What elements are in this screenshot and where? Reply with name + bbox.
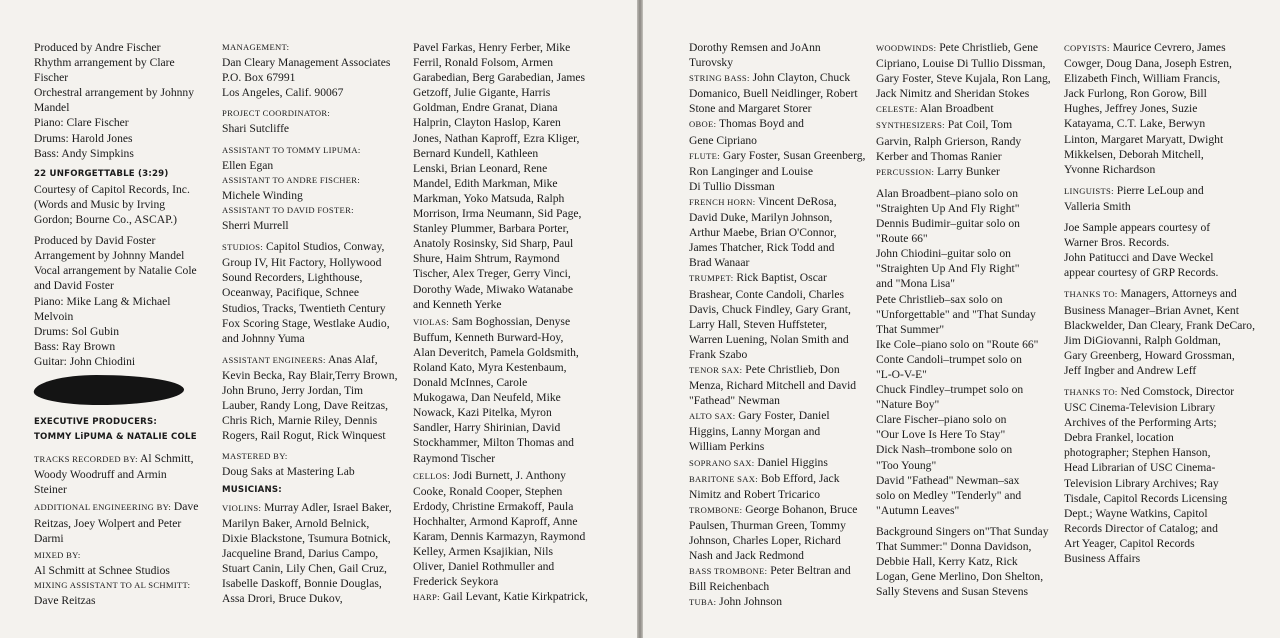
credit-value: Jacqueline Brand, Darius Campo, <box>222 546 379 560</box>
violins <box>222 500 407 607</box>
credit-value: Daniel Higgins <box>754 455 828 469</box>
credit-value: Jeff Ingber and Andrew Leff <box>1064 363 1197 377</box>
credit-value: Higgins, Lanny Morgan and <box>689 425 821 439</box>
credit-value: Kelley, Armen Ksajikian, Nils <box>413 545 553 559</box>
solo-line: "Unforgettable" and "That Sunday <box>876 307 1036 321</box>
credit-line: Orchestral arrangement by Johnny <box>34 86 195 100</box>
credit-value: Television Library Archives; Ray <box>1064 476 1219 490</box>
courtesy-line: appear courtesy of GRP Records. <box>1064 266 1219 280</box>
credit-value: Katayama, C.T. Lake, Berwyn <box>1064 117 1206 131</box>
credit-label: LINGUISTS: <box>1064 185 1114 196</box>
credit-value: Warren Luening, Nolan Smith and <box>689 332 849 346</box>
credit-value: Paulsen, Thurman Green, Tommy <box>689 518 846 532</box>
credit-value: Rogers, Rail Rogut, Rick Winquest <box>222 429 386 443</box>
cellos <box>413 468 603 606</box>
credit-value: Dan Cleary Management Associates <box>222 56 391 70</box>
credit-label: SYNTHESIZERS: <box>876 120 945 131</box>
credit-label: TRUMPET: <box>689 273 734 284</box>
mixed-by <box>34 548 214 608</box>
exec-names: TOMMY LiPUMA & NATALIE COLE <box>34 432 197 443</box>
credit-value: Morrison, Irma Neumann, Sid Page, <box>413 207 582 221</box>
credit-value: Donald McInnes, Carole <box>413 376 528 390</box>
solo-line: Chuck Findley–trumpet solo on <box>876 383 1024 397</box>
credit-value: Jack Nimitz and Sheridan Stokes <box>876 87 1030 101</box>
solo-credits <box>876 186 1061 518</box>
credit-value: Dept.; Wayne Watkins, Capitol <box>1064 506 1208 520</box>
solo-line: Clare Fischer–piano solo on <box>876 413 1007 427</box>
track-block <box>34 167 214 227</box>
right-column-2 <box>876 40 1061 605</box>
credit-value: Murray Adler, Israel Baker, <box>261 500 392 514</box>
credit-label: FRENCH HORN: <box>689 196 756 207</box>
credit-value: Di Tullio Dissman <box>689 179 775 193</box>
credit-value: Chris Rich, Marnie Riley, Dennis <box>222 414 378 428</box>
credit-value: Anatoly Rosinsky, Sid Sharp, Paul <box>413 237 574 251</box>
credit-label: TENOR SAX: <box>689 364 743 375</box>
credit-value: Michele Winding <box>222 188 303 202</box>
credit-value: John Clayton, Chuck <box>749 71 851 85</box>
credit-value: Mandel, Edith Markman, Mike <box>413 176 558 190</box>
credit-value: Jim DiGiovanni, Ralph Goldman, <box>1064 333 1221 347</box>
credit-label: STUDIOS: <box>222 242 264 253</box>
credit-line: Rhythm arrangement by Clare <box>34 56 175 70</box>
credit-line: Piano: Mike Lang & Michael <box>34 294 171 308</box>
background-singers <box>876 524 1061 599</box>
credit-value: "Fathead" Newman <box>689 394 780 408</box>
credit-value: Hochhalter, Armond Kaproff, Anne <box>413 514 578 528</box>
solo-line: Dick Nash–trombone solo on <box>876 443 1013 457</box>
right-booklet-page <box>643 0 1280 638</box>
solo-line: solo on Medley "Tenderly" and <box>876 488 1022 502</box>
credit-label: VIOLINS: <box>222 502 262 513</box>
credit-value: Los Angeles, Calif. 90067 <box>222 86 344 100</box>
credit-value: Gene Cipriano <box>689 133 757 147</box>
assistant-engineers <box>222 352 407 444</box>
credit-value: Cooke, Ronald Cooper, Stephen <box>413 484 563 498</box>
credit-value: Darmi <box>34 531 64 545</box>
credit-value: Cipriano, Louise Di Tullio Dissman, <box>876 57 1046 71</box>
credit-value: Studios, Tracks, Twentieth Century <box>222 301 386 315</box>
linguists <box>1064 183 1259 214</box>
solo-line: Alan Broadbent–piano solo on <box>876 186 1019 200</box>
section-credits <box>876 40 1061 180</box>
credit-line: Drums: Sol Gubin <box>34 324 120 338</box>
credit-value: Ron Langinger and Louise <box>689 164 813 178</box>
credit-value: Linton, Margaret Maryatt, Dwight <box>1064 132 1224 146</box>
courtesy-notes <box>1064 220 1259 280</box>
credit-value: Yvonne Richardson <box>1064 162 1156 176</box>
credit-value: Nash and Jack Redmond <box>689 549 804 563</box>
credit-label: FLUTE: <box>689 150 720 161</box>
credit-value: Logan, Gene Merlino, Don Shelton, <box>876 570 1044 584</box>
credit-value: Mikkelsen, Deborah Mitchell, <box>1064 147 1204 161</box>
credit-value: Pete Christlieb, Gene <box>936 41 1039 54</box>
solo-line: "Nature Boy" <box>876 398 940 412</box>
credit-value: and Johnny Yuma <box>222 331 305 345</box>
credit-value: Ferril, Ronald Folsom, Armen <box>413 56 554 70</box>
credit-line: Bass: Ray Brown <box>34 339 116 353</box>
credit-value: Sandler, Harry Shirinian, David <box>413 421 561 435</box>
credit-value: Sound Recorders, Lighthouse, <box>222 271 363 285</box>
courtesy-line: Warner Bros. Records. <box>1064 236 1170 250</box>
credit-value: Al Schmitt, <box>137 452 194 466</box>
solo-line: "Our Love Is Here To Stay" <box>876 428 1006 442</box>
credit-value: Kevin Becka, Ray Blair,Terry Brown, <box>222 368 398 382</box>
credit-label: WOODWINDS: <box>876 43 937 53</box>
credit-value: Raymond Tischer <box>413 451 496 465</box>
credit-value: Background Singers on"That Sunday <box>876 524 1049 538</box>
credit-value: Bill Reichenbach <box>689 580 770 594</box>
credit-value: Peter Beltran and <box>767 564 851 578</box>
credit-value: Dorothy Remsen and JoAnn <box>689 41 821 54</box>
credit-value: John Johnson <box>716 595 782 609</box>
credit-value: Brashear, Conte Candoli, Charles <box>689 287 845 301</box>
courtesy-line: John Patitucci and Dave Weckel <box>1064 251 1214 265</box>
credit-value: Frank Szabo <box>689 347 748 361</box>
additional-engineering <box>34 499 214 545</box>
credit-line: Produced by David Foster <box>34 234 156 248</box>
track-info-line: Gordon; Bourne Co., ASCAP.) <box>34 213 178 227</box>
credit-value: Gail Levant, Katie Kirkpatrick, <box>439 590 588 604</box>
credit-value: Jones, Nathan Kaproff, Ezra Kliger, <box>413 131 580 145</box>
credit-line: Produced by Andre Fischer <box>34 41 161 54</box>
credit-value: Gary Foster, Susan Greenberg, <box>719 148 866 162</box>
solo-line: and "Mona Lisa" <box>876 277 956 291</box>
credit-value: Ellen Egan <box>222 158 274 172</box>
credit-value: Gary Foster, Daniel <box>735 409 830 423</box>
credit-value: Larry Bunker <box>934 164 1000 178</box>
credit-label: HARP: <box>413 592 440 603</box>
credit-value: Stanley Plummer, Barbara Porter, <box>413 222 569 236</box>
credit-value: Bob Efford, Jack <box>757 471 840 485</box>
credit-line: Mandel <box>34 101 70 115</box>
credit-label: TROMBONE: <box>689 504 743 515</box>
credit-label: ADDITIONAL ENGINEERING BY: <box>34 502 172 513</box>
credit-label: PERCUSSION: <box>876 166 935 177</box>
credit-line: Drums: Harold Jones <box>34 131 133 145</box>
credit-line: Melvoin <box>34 309 74 323</box>
solo-line: Dennis Budimir–guitar solo on <box>876 217 1020 231</box>
track-info-line: (Words and Music by Irving <box>34 197 166 211</box>
studios <box>222 239 407 346</box>
solo-line: "Too Young" <box>876 458 937 472</box>
credit-value: Hughes, Jeffrey Jones, Suzie <box>1064 102 1198 116</box>
credit-value: Oceanway, Pacifique, Schnee <box>222 286 360 300</box>
credit-value: Capitol Studios, Conway, <box>263 240 385 254</box>
solo-line: Ike Cole–piano solo on "Route 66" <box>876 337 1039 351</box>
credit-value: Larry Hall, Steven Huffsteter, <box>689 317 828 331</box>
credits-block-a <box>34 40 214 161</box>
credit-value: Pierre LeLoup and <box>1113 183 1204 197</box>
solo-line: "L-O-V-E" <box>876 367 927 381</box>
credit-value: Mukogawa, Dan Neufeld, Mike <box>413 391 561 405</box>
credit-value: Stone and Margaret Storer <box>689 102 812 116</box>
credit-label: BASS TROMBONE: <box>689 566 768 577</box>
credit-value: Gary Greenberg, Howard Grossman, <box>1064 348 1235 362</box>
credit-value: Records Director of Catalog; and <box>1064 521 1218 535</box>
credit-value: Pavel Farkas, Henry Ferber, Mike <box>413 41 571 54</box>
credit-value: Frederick Seykora <box>413 575 499 589</box>
credit-line: Bass: Andy Simpkins <box>34 146 134 160</box>
credit-label: ASSISTANT TO DAVID FOSTER: <box>222 204 354 215</box>
thanks-managers <box>1064 286 1259 378</box>
credit-value: Alan Deveritch, Pamela Goldsmith, <box>413 345 579 359</box>
credit-value: Head Librarian of USC Cinema- <box>1064 461 1216 475</box>
credit-value: Business Affairs <box>1064 552 1141 565</box>
thanks-archives <box>1064 384 1259 566</box>
credit-label: SOPRANO SAX: <box>689 457 755 468</box>
credit-value: George Bohanon, Bruce <box>742 502 858 516</box>
credit-value: Nimitz and Robert Tricarico <box>689 487 821 501</box>
credit-value: Steiner <box>34 483 67 497</box>
credit-value: Managers, Attorneys and <box>1117 287 1237 301</box>
credit-value: William Perkins <box>689 440 765 454</box>
exec-heading: EXECUTIVE PRODUCERS: <box>34 416 157 427</box>
credit-value: Alan Broadbent <box>917 102 994 116</box>
credit-value: Ned Comstock, Director <box>1117 384 1235 398</box>
credit-value: Art Yeager, Capitol Records <box>1064 536 1195 550</box>
solo-line: "Autumn Leaves" <box>876 503 960 517</box>
credit-value: Isabelle Daskoff, Bonnie Douglas, <box>222 577 382 591</box>
credit-value: Valleria Smith <box>1064 199 1131 213</box>
credit-value: Vincent DeRosa, <box>755 194 837 208</box>
credit-value: Cowger, Doug Dana, Joseph Estren, <box>1064 57 1232 71</box>
credit-value: Buffum, Kenneth Burward-Hoy, <box>413 330 564 344</box>
credit-label: TRACKS RECORDED BY: <box>34 454 138 465</box>
credit-line: Arrangement by Johnny Mandel <box>34 249 185 263</box>
credit-value: USC Cinema-Television Library <box>1064 401 1216 415</box>
assistants <box>222 143 407 234</box>
mastered-by <box>222 449 407 497</box>
left-column-1 <box>34 40 214 610</box>
violas <box>413 314 603 466</box>
credit-value: Davis, Chuck Findley, Gary Grant, <box>689 302 851 316</box>
credit-value: Al Schmitt at Schnee Studios <box>34 563 170 577</box>
credit-value: Menza, Richard Mitchell and David <box>689 379 857 393</box>
credit-value: Goldman, Endre Granat, Diana <box>413 101 558 115</box>
credit-value: Arthur Maebe, Brian O'Connor, <box>689 226 837 240</box>
credit-label: MANAGEMENT: <box>222 42 290 52</box>
credit-value: Jack Furlong, Ron Gorow, Bill <box>1064 87 1207 101</box>
credit-value: Dorothy Wade, Miwako Watanabe <box>413 282 573 296</box>
credit-value: Shure, Haim Shtrum, Raymond <box>413 252 560 266</box>
credit-value: Johnson, Charles Loper, Richard <box>689 534 841 547</box>
credit-label: BARITONE SAX: <box>689 473 758 484</box>
credit-value: Anas Alaf, <box>325 352 378 366</box>
left-column-2 <box>222 40 407 612</box>
credit-value: Maurice Cevrero, James <box>1109 41 1226 54</box>
credit-label: STRING BASS: <box>689 73 750 84</box>
credit-value: Garvin, Ralph Grierson, Randy <box>876 134 1022 148</box>
credit-value: Dixie Blackstone, Tsumura Botnick, <box>222 531 391 545</box>
credit-value: Tischer, Alex Treger, Gerry Vinci, <box>413 267 571 281</box>
credit-value: Halprin, Clayton Haslop, Karen <box>413 116 561 130</box>
credit-value: Tisdale, Capitol Records Licensing <box>1064 491 1228 505</box>
credit-value: Turovsky <box>689 56 734 70</box>
project-coordinator <box>222 106 407 136</box>
credit-value: Pat Coil, Tom <box>944 118 1013 132</box>
credit-value: Doug Saks at Mastering Lab <box>222 465 355 479</box>
credit-value: Brad Wanaar <box>689 256 750 270</box>
credit-value: Reitzas, Joey Wolpert and Peter <box>34 516 182 530</box>
credit-value: Archives of the Performing Arts; <box>1064 416 1217 430</box>
credit-line: Piano: Clare Fischer <box>34 116 129 130</box>
credit-value: Karam, Dennis Karmazyn, Raymond <box>413 530 586 543</box>
credit-value: Assa Drori, Bruce Dukov, <box>222 592 343 606</box>
credit-value: Woody Woodruff and Armin <box>34 468 167 482</box>
credit-value: Jodi Burnett, J. Anthony <box>449 468 566 482</box>
credit-label: MIXED BY: <box>34 549 81 560</box>
solo-line: That Summer" <box>876 322 945 336</box>
credit-value: Fox Scoring Stage, Westlake Audio, <box>222 316 390 330</box>
left-booklet-page <box>0 0 637 638</box>
credit-value: Lenski, Brian Leonard, Rene <box>413 161 548 175</box>
credit-value: Kerber and Thomas Ranier <box>876 149 1002 163</box>
credit-value: Gary Foster, Steve Kujala, Ron Lang, <box>876 72 1051 86</box>
credit-value: Group IV, Hit Factory, Hollywood <box>222 256 382 270</box>
credit-label: CELLOS: <box>413 470 450 481</box>
management <box>222 40 407 100</box>
credit-value: Pete Christlieb, Don <box>742 362 840 376</box>
instrument-credits <box>689 40 874 610</box>
solo-line: "Straighten Up And Fly Right" <box>876 201 1020 215</box>
credit-label: MIXING ASSISTANT TO AL SCHMITT: <box>34 579 191 590</box>
credit-label: ALTO SAX: <box>689 411 736 422</box>
credit-line: Fischer <box>34 71 69 85</box>
credit-label: CELESTE: <box>876 104 918 115</box>
credit-label: ASSISTANT TO ANDRE FISCHER: <box>222 174 361 185</box>
credit-value: Stockhammer, Milton Thomas and <box>413 436 574 450</box>
credit-value: Stuart Canin, Lily Chen, Gail Cruz, <box>222 562 387 575</box>
credit-value: Dave <box>171 500 199 514</box>
track-title: 22 UNFORGETTABLE (3:29) <box>34 168 169 179</box>
credit-value: Bernard Kundell, Kathleen <box>413 146 539 160</box>
credit-value: Marilyn Baker, Arnold Belnick, <box>222 516 370 530</box>
credit-line: Guitar: John Chiodini <box>34 354 136 368</box>
credit-label: ASSISTANT TO TOMMY LIPUMA: <box>222 144 361 155</box>
credit-line: and David Foster <box>34 279 114 293</box>
credit-value: Business Manager–Brian Avnet, Kent <box>1064 303 1239 317</box>
credit-label: THANKS TO: <box>1064 289 1118 300</box>
violins-continued <box>413 40 603 312</box>
credit-value: David Duke, Marilyn Johnson, <box>689 211 833 225</box>
tracks-recorded <box>34 451 214 497</box>
credit-value: Blackwelder, Dan Cleary, Frank DeCaro, <box>1064 318 1255 332</box>
credit-label: ASSISTANT ENGINEERS: <box>222 354 326 365</box>
credit-value: Domanico, Buell Neidlinger, Robert <box>689 87 858 101</box>
executive-producers <box>34 415 214 445</box>
courtesy-line: Joe Sample appears courtesy of <box>1064 221 1211 235</box>
credit-label: OBOE: <box>689 119 717 130</box>
credit-value: and Kenneth Yerke <box>413 297 502 311</box>
credit-value: That Summer:" Donna Davidson, <box>876 540 1032 553</box>
musicians-heading: MUSICIANS: <box>222 484 282 495</box>
credit-value: Elizabeth Finch, William Francis, <box>1064 72 1221 86</box>
credit-value: Markman, Yoko Matsuda, Ralph <box>413 191 565 205</box>
credit-label: PROJECT COORDINATOR: <box>222 108 331 119</box>
credit-label: MASTERED BY: <box>222 451 288 462</box>
credits-block-b <box>34 233 214 369</box>
solo-line: John Chiodini–guitar solo on <box>876 247 1011 261</box>
credit-value: Rick Baptist, Oscar <box>733 271 827 285</box>
left-column-3 <box>413 40 603 607</box>
credit-value: Oliver, Daniel Rothmuller and <box>413 560 555 574</box>
credit-value: Garabedian, Berg Garabedian, James <box>413 71 586 85</box>
solo-line: Conte Candoli–trumpet solo on <box>876 352 1022 366</box>
copyists <box>1064 40 1259 177</box>
solo-line: Pete Christlieb–sax solo on <box>876 292 1003 306</box>
credit-value: Dave Reitzas <box>34 594 96 607</box>
credit-line: Vocal arrangement by Natalie Cole <box>34 264 197 278</box>
credit-value: Nowack, Kazi Pitelka, Myron <box>413 406 552 420</box>
credit-value: Getzoff, Julie Gigante, Harris <box>413 86 551 100</box>
solo-line: "Straighten Up And Fly Right" <box>876 262 1020 276</box>
credit-value: Debbie Hall, Kerry Katz, Rick <box>876 555 1018 569</box>
credit-value: John Bruno, Jerry Jordan, Tim <box>222 383 364 397</box>
credit-value: Sam Boghossian, Denyse <box>449 314 571 328</box>
credit-label: COPYISTS: <box>1064 43 1110 53</box>
credit-label: TUBA: <box>689 597 717 608</box>
credit-value: Lauber, Randy Long, Dave Reitzas, <box>222 399 388 413</box>
right-column-3 <box>1064 40 1259 572</box>
credit-value: Roland Kato, Myra Kestenbaum, <box>413 360 567 374</box>
credit-value: P.O. Box 67991 <box>222 71 296 85</box>
solo-line: David "Fathead" Newman–sax <box>876 473 1020 487</box>
credit-label: THANKS TO: <box>1064 386 1118 397</box>
credit-value: Thomas Boyd and <box>716 117 804 131</box>
track-info-line: Courtesy of Capitol Records, Inc. <box>34 182 190 196</box>
right-column-1 <box>689 40 874 612</box>
credit-label: VIOLAS: <box>413 316 449 327</box>
credit-value: James Thatcher, Rick Todd and <box>689 241 835 255</box>
credit-value: Sherri Murrell <box>222 219 289 233</box>
credit-value: Shari Sutcliffe <box>222 122 290 136</box>
redaction-blot <box>32 375 186 405</box>
credit-value: Debra Frankel, location <box>1064 431 1174 445</box>
credit-value: Erdody, Christine Ermakoff, Paula <box>413 499 574 513</box>
credit-value: Sally Stevens and Susan Stevens <box>876 585 1028 599</box>
solo-line: "Route 66" <box>876 232 928 246</box>
credit-value: photographer; Stephen Hanson, <box>1064 446 1211 460</box>
